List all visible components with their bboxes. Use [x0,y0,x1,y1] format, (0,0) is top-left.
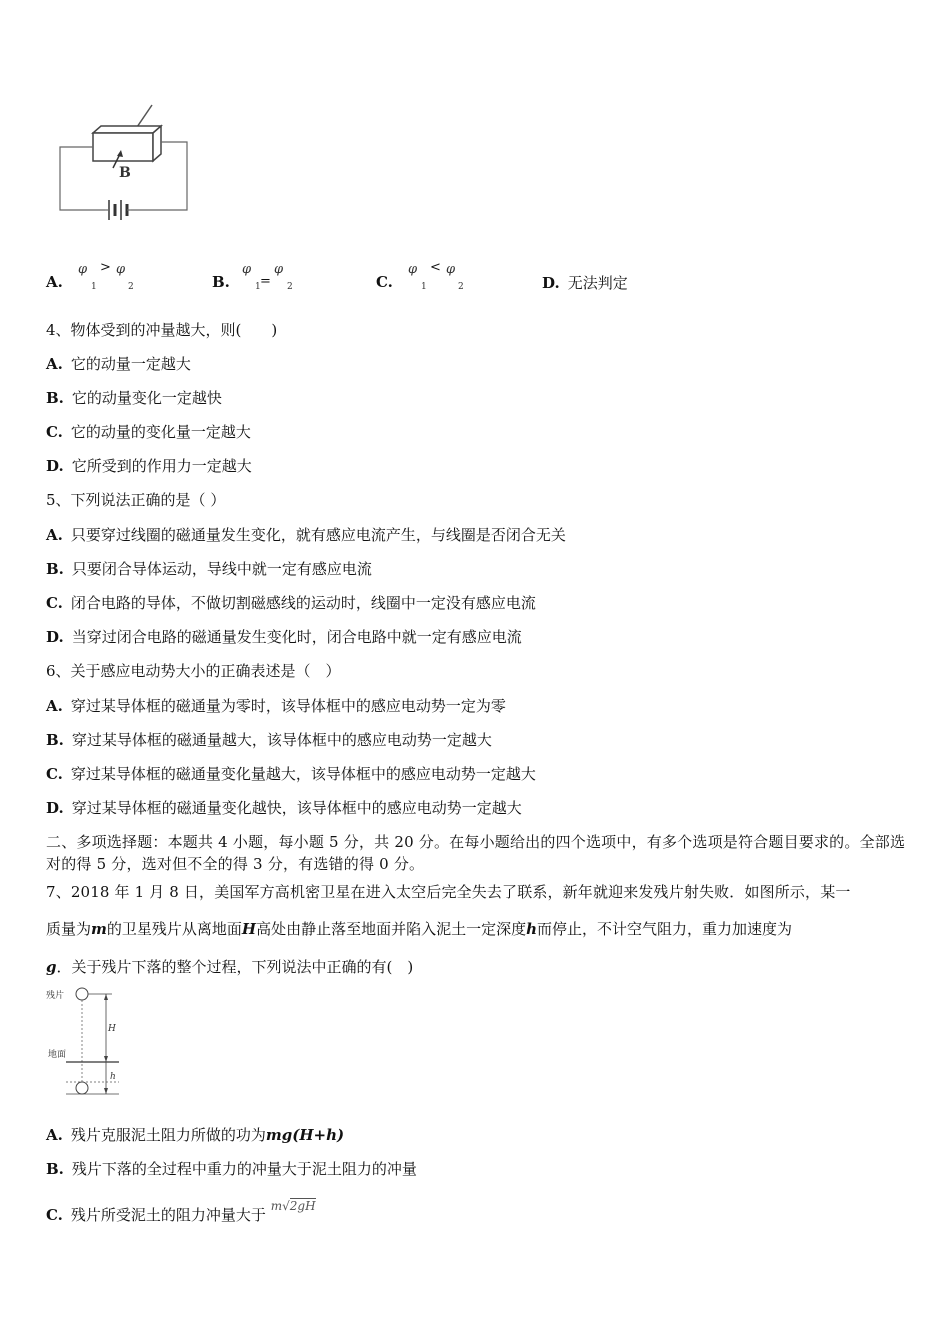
q5-option-c[interactable] [46,593,536,613]
circuit-figure [55,100,195,225]
option-letter: B. [46,731,64,749]
q7-text: 高处由静止落至地面并陷入泥土一定深度 [256,920,527,938]
q5-option-a[interactable] [46,525,566,545]
comparison-op: > [100,260,111,275]
q7-option-c[interactable] [46,1199,316,1226]
option-text: 穿过某导体框的磁通量越大，该导体框中的感应电动势一定越大 [71,731,492,749]
formula-mgHh: mg(H+h) [265,1126,345,1144]
phi-1: φ [408,262,418,277]
q3-option-b[interactable] [212,262,362,292]
option-letter: D. [46,799,64,817]
formula-m-sqrt-2gH [271,1199,316,1213]
option-text: 它的动量变化一定越快 [71,389,222,407]
option-text: 穿过某导体框的磁通量变化量越大，该导体框中的感应电动势一定越大 [70,765,536,783]
formula-radicand: 2gH [289,1199,316,1213]
option-letter: A. [46,1126,63,1144]
question-7-line-3 [46,957,413,977]
question-7-line-1: 7、2018 年 1 月 8 日，美国军方高机密卫星在进入太空后完全失去了联系，新年就迎来发残片射失败．如图所示，某一 [46,883,851,901]
option-text: 无法判定 [567,274,628,292]
option-letter: A. [46,697,63,715]
q4-option-b[interactable] [46,388,222,408]
q6-option-a[interactable] [46,696,506,716]
option-text: 残片下落的全过程中重力的冲量大于泥土阻力的冲量 [71,1160,417,1178]
depth-label: h [110,1072,116,1082]
option-letter: C. [46,423,63,441]
phi-2: φ [116,262,126,277]
option-letter: C. [46,1206,63,1224]
sqrt-sign: √ [282,1199,290,1213]
var-h: h [526,920,538,938]
section-2-instructions: 二、多项选择题：本题共 4 小题，每小题 5 分，共 20 分。在每小题给出的四个选项中，有多个选项是符合题目要求的。全部选对的得 5 分，选对但不全的得 3 分，有选错的得 0 分。 [46,833,906,873]
option-letter: C. [46,765,63,783]
q7-text: 的卫星残片从离地面 [106,920,242,938]
falling-fragment-figure [44,984,129,1099]
comparison-op: < [430,260,441,275]
q3-option-d[interactable] [542,273,628,293]
q3-option-c[interactable] [376,262,526,292]
question-5-stem: 5、下列说法正确的是（ ） [46,491,226,509]
option-text: 闭合电路的导体，不做切割磁感线的运动时，线圈中一定没有感应电流 [70,594,536,612]
q5-option-d[interactable] [46,627,522,647]
q7-text: ．关于残片下落的整个过程，下列说法中正确的有( ) [56,958,414,976]
question-4-stem: 4、物体受到的冲量越大，则( ) [46,321,278,339]
q6-option-c[interactable] [46,764,536,784]
phi-1: φ [78,262,88,277]
q4-option-a[interactable] [46,354,191,374]
phi-1: φ [242,262,252,277]
option-letter: A. [46,273,63,291]
option-letter: B. [212,273,230,291]
q6-option-d[interactable] [46,798,522,818]
phi-2: φ [274,262,284,277]
sub-2: 2 [128,282,134,292]
q6-option-b[interactable] [46,730,492,750]
option-text: 残片所受泥土的阻力冲量大于 [70,1206,266,1224]
question-6-stem: 6、关于感应电动势大小的正确表述是（ ） [46,662,341,680]
option-text: 残片克服泥土阻力所做的功为 [70,1126,266,1144]
q4-option-d[interactable] [46,456,252,476]
option-text: 穿过某导体框的磁通量为零时，该导体框中的感应电动势一定为零 [70,697,506,715]
sub-1: 1 [255,282,261,292]
q7-text: 质量为 [46,920,92,938]
sub-2: 2 [287,282,293,292]
option-text: 穿过某导体框的磁通量变化越快，该导体框中的感应电动势一定越大 [71,799,522,817]
var-g: g [46,958,57,976]
option-text: 它的动量的变化量一定越大 [70,423,251,441]
option-letter: D. [46,457,64,475]
formula-m: m [270,1199,283,1213]
q4-option-c[interactable] [46,422,251,442]
option-letter: D. [542,274,560,292]
option-letter: C. [376,273,393,291]
height-label: H [108,1024,116,1034]
option-text: 当穿过闭合电路的磁通量发生变化时，闭合电路中就一定有感应电流 [71,628,522,646]
option-letter: D. [46,628,64,646]
fragment-label: 残片 [46,991,65,1001]
var-m: m [91,920,107,938]
phi-2: φ [446,262,456,277]
q7-option-a[interactable] [46,1125,344,1145]
q7-text: 而停止，不计空气阻力，重力加速度为 [537,920,793,938]
option-letter: B. [46,389,64,407]
option-letter: A. [46,526,63,544]
option-text: 只要穿过线圈的磁通量发生变化，就有感应电流产生，与线圈是否闭合无关 [70,526,566,544]
option-letter: B. [46,560,64,578]
option-text: 它所受到的作用力一定越大 [71,457,252,475]
sub-2: 2 [458,282,464,292]
question-7-line-2 [46,919,792,939]
option-letter: C. [46,594,63,612]
q3-option-a[interactable] [46,262,196,292]
field-label-b: B [119,165,131,181]
option-letter: B. [46,1160,64,1178]
option-text: 它的动量一定越大 [70,355,191,373]
ground-label: 地面 [48,1050,67,1060]
option-text: 只要闭合导体运动，导线中就一定有感应电流 [71,560,372,578]
q7-option-b[interactable] [46,1159,417,1179]
sub-1: 1 [421,282,427,292]
var-H: H [241,920,257,938]
q5-option-b[interactable] [46,559,372,579]
option-letter: A. [46,355,63,373]
comparison-op: = [260,274,271,289]
sub-1: 1 [91,282,97,292]
